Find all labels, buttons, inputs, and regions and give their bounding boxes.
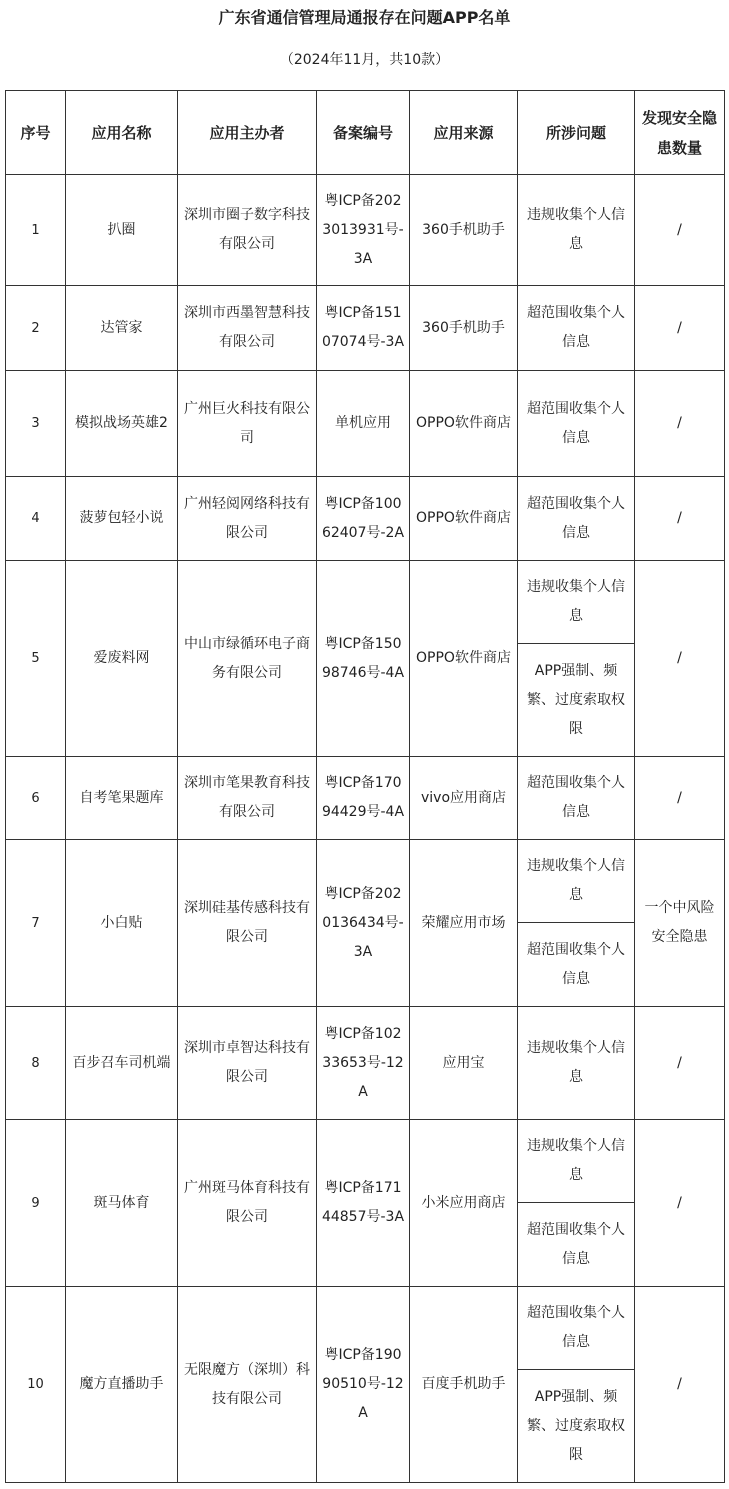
table-header-row — [6, 91, 725, 175]
row-risk-count: / — [635, 286, 725, 371]
row-risk-count: / — [635, 1287, 725, 1483]
row-risk-count: / — [635, 477, 725, 561]
row-issue: 违规收集个人信息 — [518, 561, 635, 644]
row-icp-number: 粤ICP备10233653号-12A — [317, 1007, 410, 1120]
table-row — [6, 757, 725, 840]
row-risk-count: 一个中风险安全隐患 — [635, 840, 725, 1007]
row-seq: 3 — [6, 371, 66, 477]
row-seq: 9 — [6, 1120, 66, 1287]
row-source: OPPO软件商店 — [410, 477, 518, 561]
row-icp-number: 粤ICP备15107074号-3A — [317, 286, 410, 371]
row-seq: 5 — [6, 561, 66, 757]
row-seq: 2 — [6, 286, 66, 371]
header-issue: 所涉问题 — [518, 91, 635, 175]
row-issue: 超范围收集个人信息 — [518, 757, 635, 840]
header-risk-count: 发现安全隐患数量 — [635, 91, 725, 175]
page-subtitle: （2024年11月，共10款） — [279, 52, 450, 68]
row-seq: 6 — [6, 757, 66, 840]
row-app-name: 爱废料网 — [66, 561, 178, 757]
row-source: OPPO软件商店 — [410, 561, 518, 757]
table-row — [6, 1007, 725, 1120]
row-seq: 8 — [6, 1007, 66, 1120]
row-seq: 4 — [6, 477, 66, 561]
row-organizer: 中山市绿循环电子商务有限公司 — [178, 561, 317, 757]
row-icp-number: 粤ICP备15098746号-4A — [317, 561, 410, 757]
row-organizer: 广州轻阅网络科技有限公司 — [178, 477, 317, 561]
row-issue: 超范围收集个人信息 — [518, 923, 635, 1007]
row-icp-number: 粤ICP备19090510号-12A — [317, 1287, 410, 1483]
row-issue: APP强制、频繁、过度索取权限 — [518, 1370, 635, 1483]
row-organizer: 广州巨火科技有限公司 — [178, 371, 317, 477]
row-app-name: 魔方直播助手 — [66, 1287, 178, 1483]
header-seq: 序号 — [6, 91, 66, 175]
page-title: 广东省通信管理局通报存在问题APP名单 — [218, 8, 511, 27]
row-organizer: 深圳市西墨智慧科技有限公司 — [178, 286, 317, 371]
row-app-name: 扒圈 — [66, 175, 178, 286]
row-organizer: 广州斑马体育科技有限公司 — [178, 1120, 317, 1287]
table-row — [6, 371, 725, 477]
row-icp-number: 粤ICP备10062407号-2A — [317, 477, 410, 561]
row-issue: 超范围收集个人信息 — [518, 477, 635, 561]
row-app-name: 小白贴 — [66, 840, 178, 1007]
row-risk-count: / — [635, 1007, 725, 1120]
table-row — [6, 286, 725, 371]
app-list-table — [5, 90, 725, 1483]
row-seq: 7 — [6, 840, 66, 1007]
row-organizer: 无限魔方（深圳）科技有限公司 — [178, 1287, 317, 1483]
table-row — [6, 840, 725, 923]
row-app-name: 自考笔果题库 — [66, 757, 178, 840]
header-app-name: 应用名称 — [66, 91, 178, 175]
row-issue: 违规收集个人信息 — [518, 840, 635, 923]
row-source: 360手机助手 — [410, 175, 518, 286]
table-row — [6, 175, 725, 286]
row-icp-number: 单机应用 — [317, 371, 410, 477]
table-row — [6, 477, 725, 561]
row-app-name: 达管家 — [66, 286, 178, 371]
row-organizer: 深圳硅基传感科技有限公司 — [178, 840, 317, 1007]
row-icp-number: 粤ICP备17094429号-4A — [317, 757, 410, 840]
row-source: 应用宝 — [410, 1007, 518, 1120]
row-organizer: 深圳市卓智达科技有限公司 — [178, 1007, 317, 1120]
table-row — [6, 1287, 725, 1370]
header-organizer: 应用主办者 — [178, 91, 317, 175]
row-organizer: 深圳市笔果教育科技有限公司 — [178, 757, 317, 840]
row-source: vivo应用商店 — [410, 757, 518, 840]
row-seq: 1 — [6, 175, 66, 286]
row-app-name: 模拟战场英雄2 — [66, 371, 178, 477]
row-issue: 超范围收集个人信息 — [518, 371, 635, 477]
row-issue: 超范围收集个人信息 — [518, 286, 635, 371]
row-app-name: 菠萝包轻小说 — [66, 477, 178, 561]
row-icp-number: 粤ICP备2023013931号-3A — [317, 175, 410, 286]
row-app-name: 百步召车司机端 — [66, 1007, 178, 1120]
row-risk-count: / — [635, 757, 725, 840]
row-issue: 违规收集个人信息 — [518, 1007, 635, 1120]
table-row — [6, 561, 725, 644]
row-issue: 超范围收集个人信息 — [518, 1287, 635, 1370]
row-seq: 10 — [6, 1287, 66, 1483]
row-issue: 违规收集个人信息 — [518, 1120, 635, 1203]
row-issue: 超范围收集个人信息 — [518, 1203, 635, 1287]
row-icp-number: 粤ICP备2020136434号-3A — [317, 840, 410, 1007]
row-source: 360手机助手 — [410, 286, 518, 371]
table-row — [6, 1120, 725, 1203]
row-issue: 违规收集个人信息 — [518, 175, 635, 286]
row-icp-number: 粤ICP备17144857号-3A — [317, 1120, 410, 1287]
header-icp-number: 备案编号 — [317, 91, 410, 175]
row-risk-count: / — [635, 561, 725, 757]
row-risk-count: / — [635, 175, 725, 286]
row-app-name: 斑马体育 — [66, 1120, 178, 1287]
row-organizer: 深圳市圈子数字科技有限公司 — [178, 175, 317, 286]
row-issue: APP强制、频繁、过度索取权限 — [518, 644, 635, 757]
row-source: OPPO软件商店 — [410, 371, 518, 477]
header-source: 应用来源 — [410, 91, 518, 175]
row-risk-count: / — [635, 1120, 725, 1287]
row-risk-count: / — [635, 371, 725, 477]
row-source: 荣耀应用市场 — [410, 840, 518, 1007]
row-source: 小米应用商店 — [410, 1120, 518, 1287]
row-source: 百度手机助手 — [410, 1287, 518, 1483]
